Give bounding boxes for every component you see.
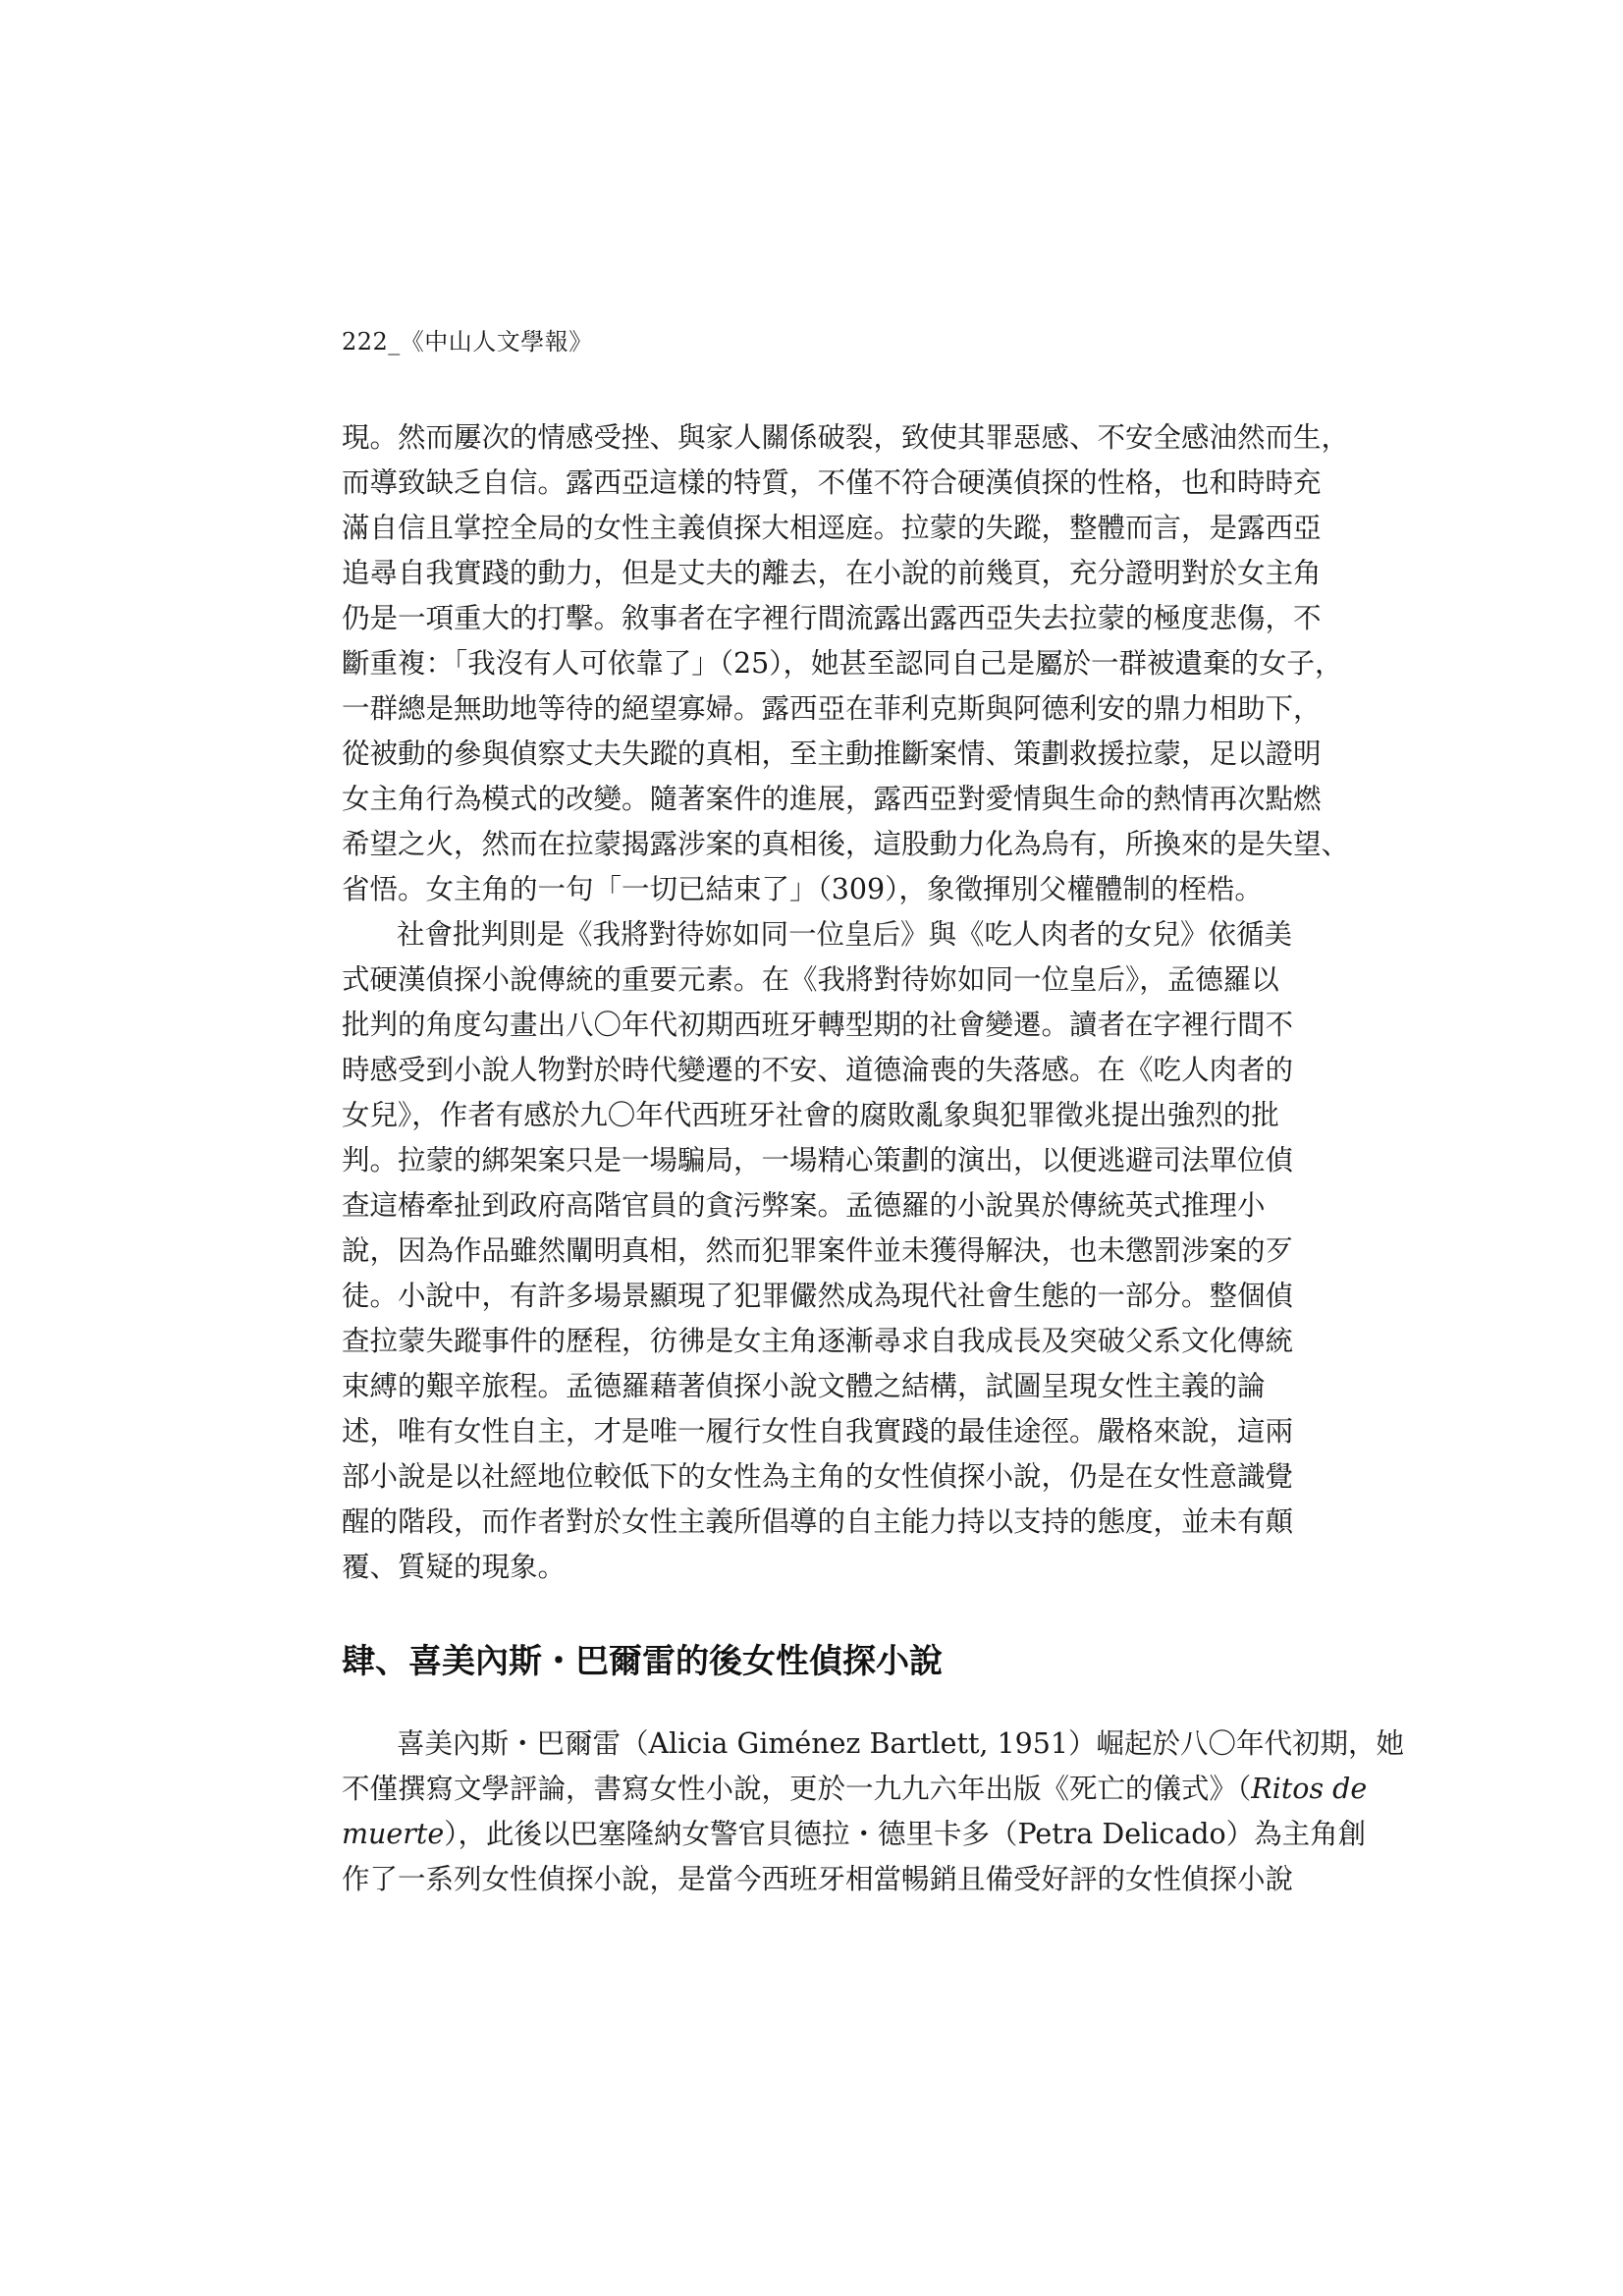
running-head: 222_《中山人文學報》 — [342, 328, 593, 355]
text-line: 醒的階段，而作者對於女性主義所倡導的自主能力持以支持的態度，並未有顛 — [342, 1505, 1294, 1538]
text-line: 徒。小說中，有許多場景顯現了犯罪儼然成為現代社會生態的一部分。整個偵 — [342, 1280, 1294, 1312]
text-line: 現。然而屢次的情感受挫、與家人關係破裂，致使其罪惡感、不安全感油然而生， — [342, 421, 1350, 454]
text-line: 查這樁牽扯到政府高階官員的貪污弊案。孟德羅的小說異於傳統英式推理小 — [342, 1189, 1266, 1222]
section-heading: 肆、喜美內斯・巴爾雷的後女性偵探小說 — [342, 1642, 943, 1681]
text-line: 一群總是無助地等待的絕望寡婦。露西亞在菲利克斯與阿德利安的鼎力相助下， — [342, 692, 1322, 725]
text-segment: ），此後以巴塞隆納女警官貝德拉・德里卡多（Petra Delicado）為主角創 — [444, 1818, 1367, 1850]
text-line: 女兒》，作者有感於九〇年代西班牙社會的腐敗亂象與犯罪徵兆提出強烈的批 — [342, 1099, 1279, 1131]
text-line: 批判的角度勾畫出八〇年代初期西班牙轉型期的社會變遷。讀者在字裡行間不 — [342, 1009, 1294, 1041]
text-line: 述，唯有女性自主，才是唯一履行女性自我實踐的最佳途徑。嚴格來說，這兩 — [342, 1415, 1294, 1448]
text-line: 判。拉蒙的綁架案只是一場騙局，一場精心策劃的演出，以便逃避司法單位偵 — [342, 1144, 1294, 1176]
text-line — [342, 1812, 1367, 1857]
text-line — [342, 1767, 1368, 1812]
text-line: 時感受到小說人物對於時代變遷的不安、道德淪喪的失落感。在《吃人肉者的 — [342, 1054, 1294, 1086]
text-line: 喜美內斯・巴爾雷（Alicia Giménez Bartlett, 1951）崛起於八〇年代初期，她 — [397, 1727, 1405, 1760]
text-line: 斷重複：「我沒有人可依靠了」（25），她甚至認同自己是屬於一群被遺棄的女子， — [342, 647, 1343, 680]
text-line: 覆、質疑的現象。 — [342, 1551, 567, 1583]
text-line: 作了一系列女性偵探小說，是當今西班牙相當暢銷且備受好評的女性偵探小說 — [342, 1863, 1294, 1895]
text-line: 女主角行為模式的改變。隨著案件的進展，露西亞對愛情與生命的熱情再次點燃 — [342, 783, 1322, 815]
text-line: 束縛的艱辛旅程。孟德羅藉著偵探小說文體之結構，試圖呈現女性主義的論 — [342, 1370, 1266, 1402]
text-line: 查拉蒙失蹤事件的歷程，彷彿是女主角逐漸尋求自我成長及突破父系文化傳統 — [342, 1325, 1294, 1357]
text-line: 說，因為作品雖然闡明真相，然而犯罪案件並未獲得解決，也未懲罰涉案的歹 — [342, 1234, 1294, 1267]
text-line: 滿自信且掌控全局的女性主義偵探大相逕庭。拉蒙的失蹤，整體而言，是露西亞 — [342, 512, 1322, 544]
text-line: 希望之火，然而在拉蒙揭露涉案的真相後，這股動力化為烏有，所換來的是失望、 — [342, 828, 1350, 860]
text-line: 而導致缺乏自信。露西亞這樣的特質，不僅不符合硬漢偵探的性格，也和時時充 — [342, 466, 1322, 499]
text-line: 追尋自我實踐的動力，但是丈夫的離去，在小說的前幾頁，充分證明對於女主角 — [342, 557, 1322, 589]
text-line: 仍是一項重大的打擊。敘事者在字裡行間流露出露西亞失去拉蒙的極度悲傷，不 — [342, 602, 1322, 634]
text-line: 式硬漢偵探小說傳統的重要元素。在《我將對待妳如同一位皇后》，孟德羅以 — [342, 963, 1279, 996]
text-line: 部小說是以社經地位較低下的女性為主角的女性偵探小說，仍是在女性意識覺 — [342, 1460, 1294, 1493]
page-body — [342, 415, 1405, 1902]
book-title-italic: Ritos de — [1251, 1773, 1368, 1805]
paragraph-3 — [342, 1722, 1405, 1902]
paragraph-1 — [342, 415, 1350, 912]
text-line: 省悟。女主角的一句「一切已結束了」（309），象徵揮別父權體制的桎梏。 — [342, 873, 1263, 905]
book-title-italic: muerte — [342, 1818, 445, 1850]
text-segment: 不僅撰寫文學評論，書寫女性小說，更於一九九六年出版《死亡的儀式》（ — [342, 1773, 1252, 1805]
text-line: 從被動的參與偵察丈夫失蹤的真相，至主動推斷案情、策劃救援拉蒙，足以證明 — [342, 738, 1322, 770]
paragraph-2 — [342, 912, 1294, 1590]
text-line: 社會批判則是《我將對待妳如同一位皇后》與《吃人肉者的女兒》依循美 — [397, 918, 1293, 951]
